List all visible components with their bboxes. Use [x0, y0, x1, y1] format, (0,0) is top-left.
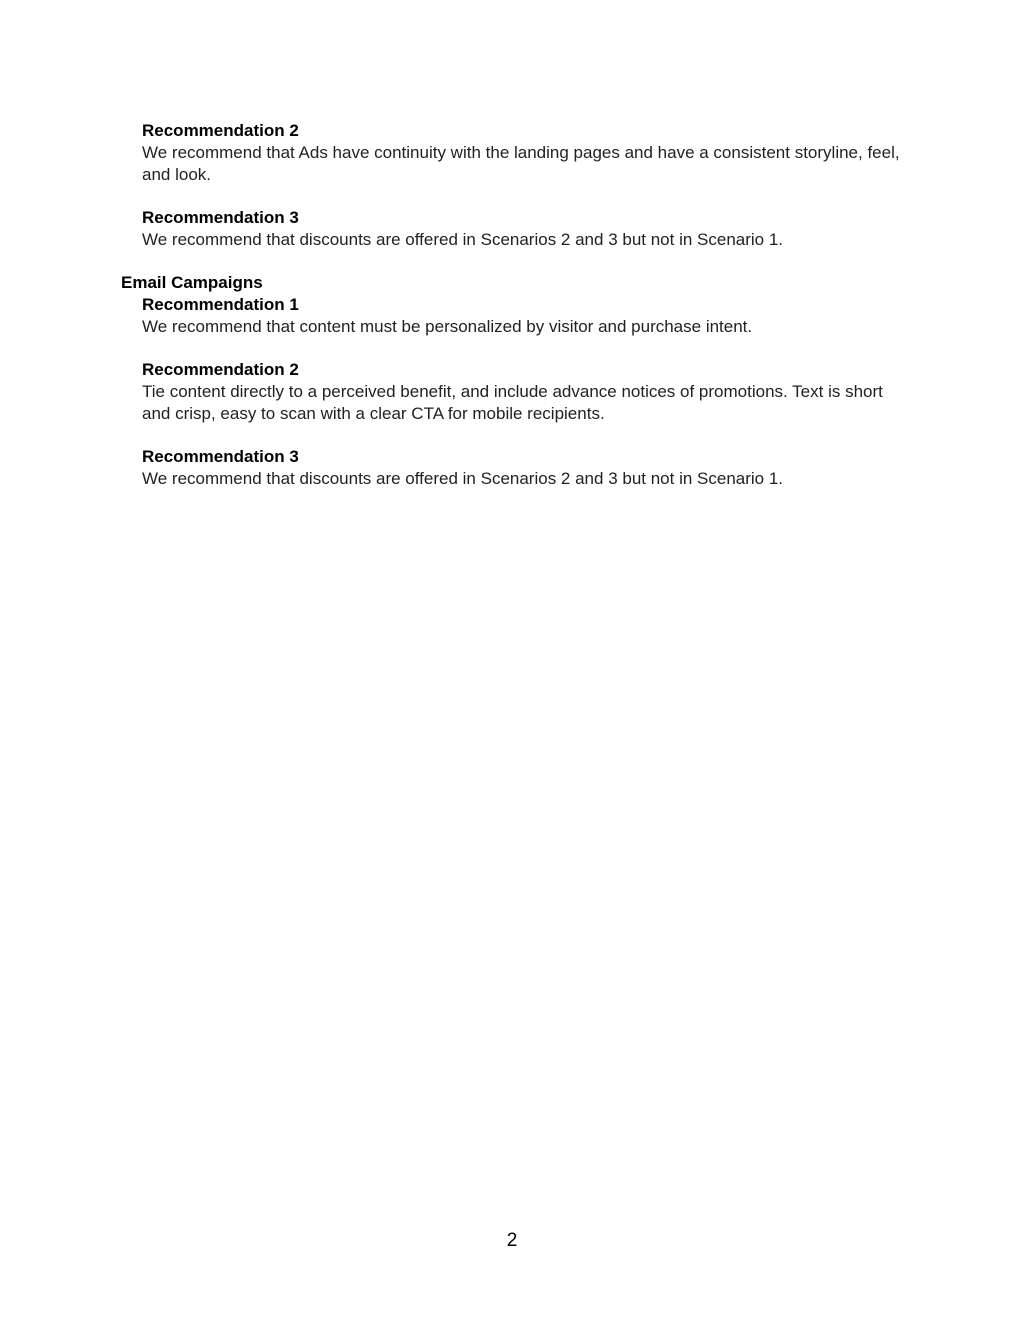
section-heading: Email Campaigns	[121, 273, 263, 292]
recommendation-block	[142, 207, 911, 251]
recommendation-title: Recommendation 2	[142, 121, 299, 140]
recommendation-body: We recommend that discounts are offered in Scenarios 2 and 3 but not in Scenario 1.	[142, 469, 784, 488]
page-content	[121, 120, 911, 511]
page-number: 2	[506, 1230, 518, 1251]
recommendation-block	[142, 120, 911, 186]
recommendation-title: Recommendation 1	[142, 295, 299, 314]
email-campaigns-section	[121, 272, 911, 490]
recommendation-title: Recommendation 3	[142, 208, 299, 227]
recommendation-body: We recommend that Ads have continuity with the landing pages and have a consistent storyline, feel, and look.	[142, 143, 900, 184]
recommendation-title: Recommendation 3	[142, 447, 299, 466]
recommendation-body: We recommend that content must be personalized by visitor and purchase intent.	[142, 317, 753, 336]
recommendation-block	[142, 359, 911, 425]
recommendation-body: Tie content directly to a perceived benefit, and include advance notices of promotions. Text is short and crisp, easy to scan with a clear CTA for mobile recipients.	[142, 382, 883, 423]
recommendation-title: Recommendation 2	[142, 360, 299, 379]
recommendation-block	[142, 294, 911, 338]
recommendation-block	[142, 446, 911, 490]
recommendation-body: We recommend that discounts are offered in Scenarios 2 and 3 but not in Scenario 1.	[142, 230, 784, 249]
